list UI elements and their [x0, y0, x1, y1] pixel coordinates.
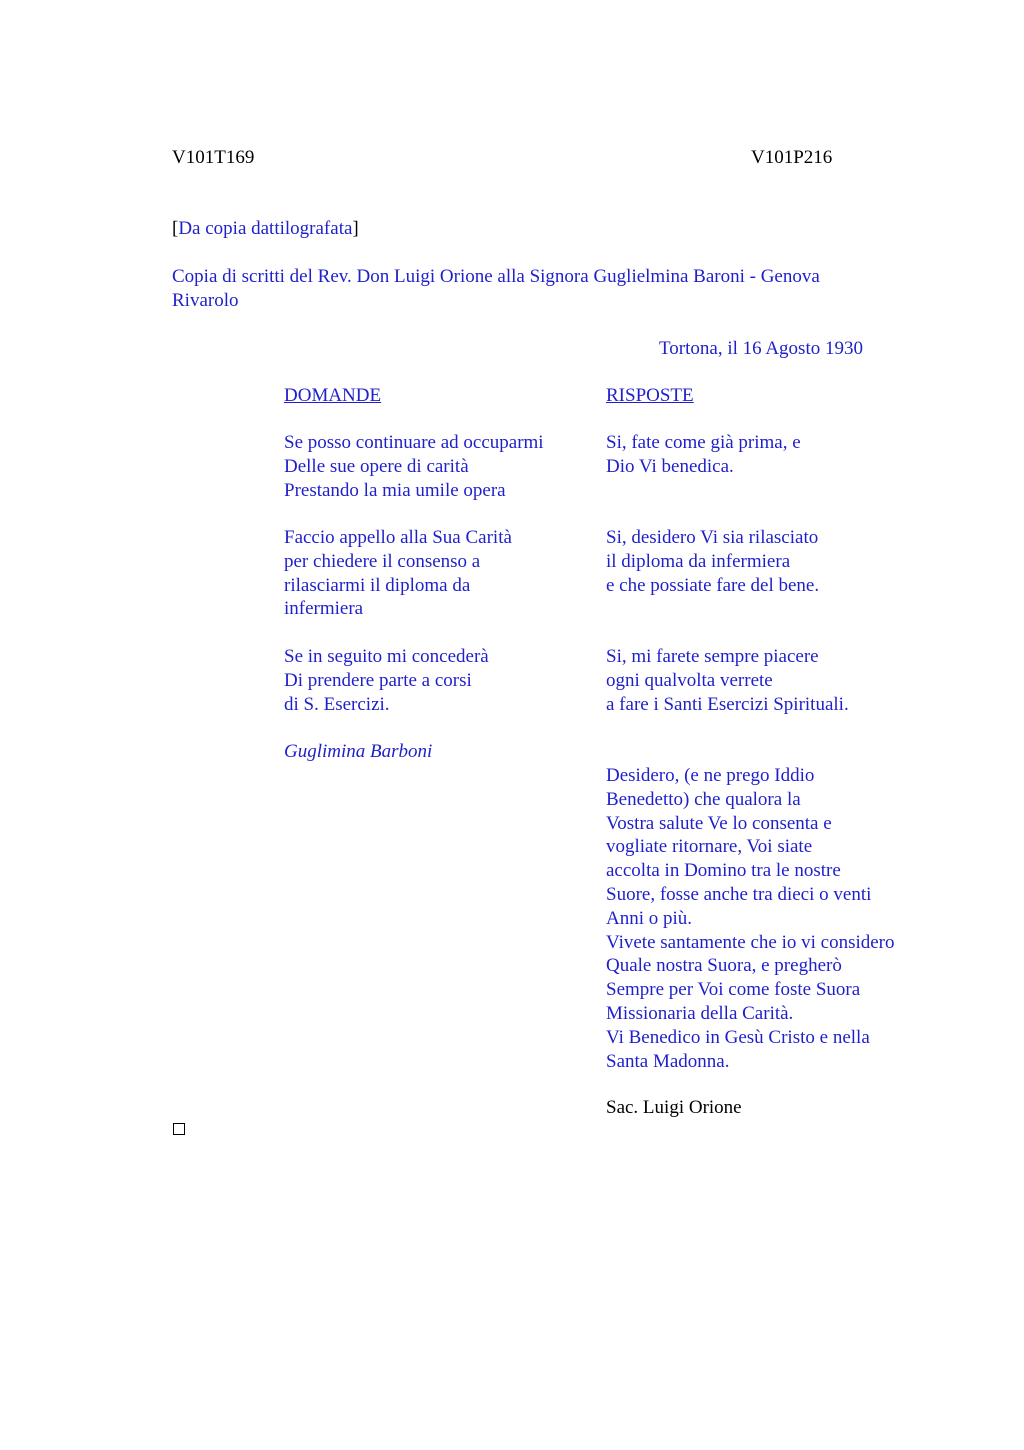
question-block	[284, 526, 512, 621]
intro-line: Copia di scritti del Rev. Don Luigi Orione alla Signora Guglielmina Baroni - Genova	[172, 266, 820, 287]
answer-line: il diploma da infermiera	[606, 550, 791, 572]
question-line: rilasciarmi il diploma da	[284, 574, 471, 596]
answer-line: ogni qualvolta verrete	[606, 669, 773, 691]
source-note-close-bracket: ]	[352, 218, 359, 239]
source-note-open-bracket: [	[172, 218, 179, 239]
end-box-icon	[173, 1123, 185, 1135]
closing-line: Vi Benedico in Gesù Cristo e nella	[606, 1026, 870, 1048]
closing-line: Vostra salute Ve lo consenta e	[606, 812, 832, 834]
question-block	[284, 431, 544, 502]
answer-line: a fare i Santi Esercizi Spirituali.	[606, 693, 849, 715]
question-block	[284, 645, 489, 716]
question-line: di S. Esercizi.	[284, 693, 390, 715]
closing-line: Suore, fosse anche tra dieci o venti	[606, 883, 872, 905]
question-line: Prestando la mia umile opera	[284, 479, 506, 501]
question-line: infermiera	[284, 598, 364, 620]
closing-line: Anni o più.	[606, 907, 693, 929]
answer-block	[606, 431, 801, 479]
source-note	[172, 217, 359, 241]
intro-line: Rivarolo	[172, 289, 239, 311]
closing-line: Quale nostra Suora, e pregherò	[606, 955, 842, 977]
question-line: per chiedere il consenso a	[284, 550, 481, 572]
answer-line: Si, desidero Vi sia rilasciato	[606, 527, 819, 548]
closing-line: Santa Madonna.	[606, 1050, 730, 1072]
question-line: Faccio appello alla Sua Carità	[284, 527, 512, 548]
closing-line: accolta in Domino tra le nostre	[606, 860, 841, 882]
answer-line: Si, fate come già prima, e	[606, 432, 801, 453]
author-signature: Sac. Luigi Orione	[606, 1097, 742, 1118]
answer-line: e che possiate fare del bene.	[606, 574, 820, 596]
document-code-left: V101T169	[172, 147, 255, 168]
closing-line: vogliate ritornare, Voi siate	[606, 836, 813, 858]
question-line: Di prendere parte a corsi	[284, 669, 472, 691]
questioner-signature: Guglimina Barboni	[284, 741, 433, 762]
question-line: Delle sue opere di carità	[284, 455, 469, 477]
closing-line: Sempre per Voi come foste Suora	[606, 979, 861, 1001]
questions-heading: DOMANDE	[284, 385, 382, 406]
place-date: Tortona, il 16 Agosto 1930	[659, 338, 863, 359]
source-note-text: Da copia dattilografata	[178, 218, 353, 239]
intro-paragraph	[172, 265, 820, 313]
question-line: Se in seguito mi concederà	[284, 646, 489, 667]
closing-line: Vivete santamente che io vi considero	[606, 931, 895, 953]
question-line: Se posso continuare ad occuparmi	[284, 432, 544, 453]
answer-line: Si, mi farete sempre piacere	[606, 646, 819, 667]
answer-line: Dio Vi benedica.	[606, 455, 734, 477]
document-code-right: V101P216	[751, 147, 833, 168]
closing-message	[606, 764, 895, 1073]
closing-line: Missionaria della Carità.	[606, 1002, 794, 1024]
closing-line: Benedetto) che qualora la	[606, 788, 801, 810]
answer-block	[606, 526, 819, 597]
answer-block	[606, 645, 849, 716]
closing-line: Desidero, (e ne prego Iddio	[606, 765, 815, 786]
answers-heading: RISPOSTE	[606, 385, 694, 406]
